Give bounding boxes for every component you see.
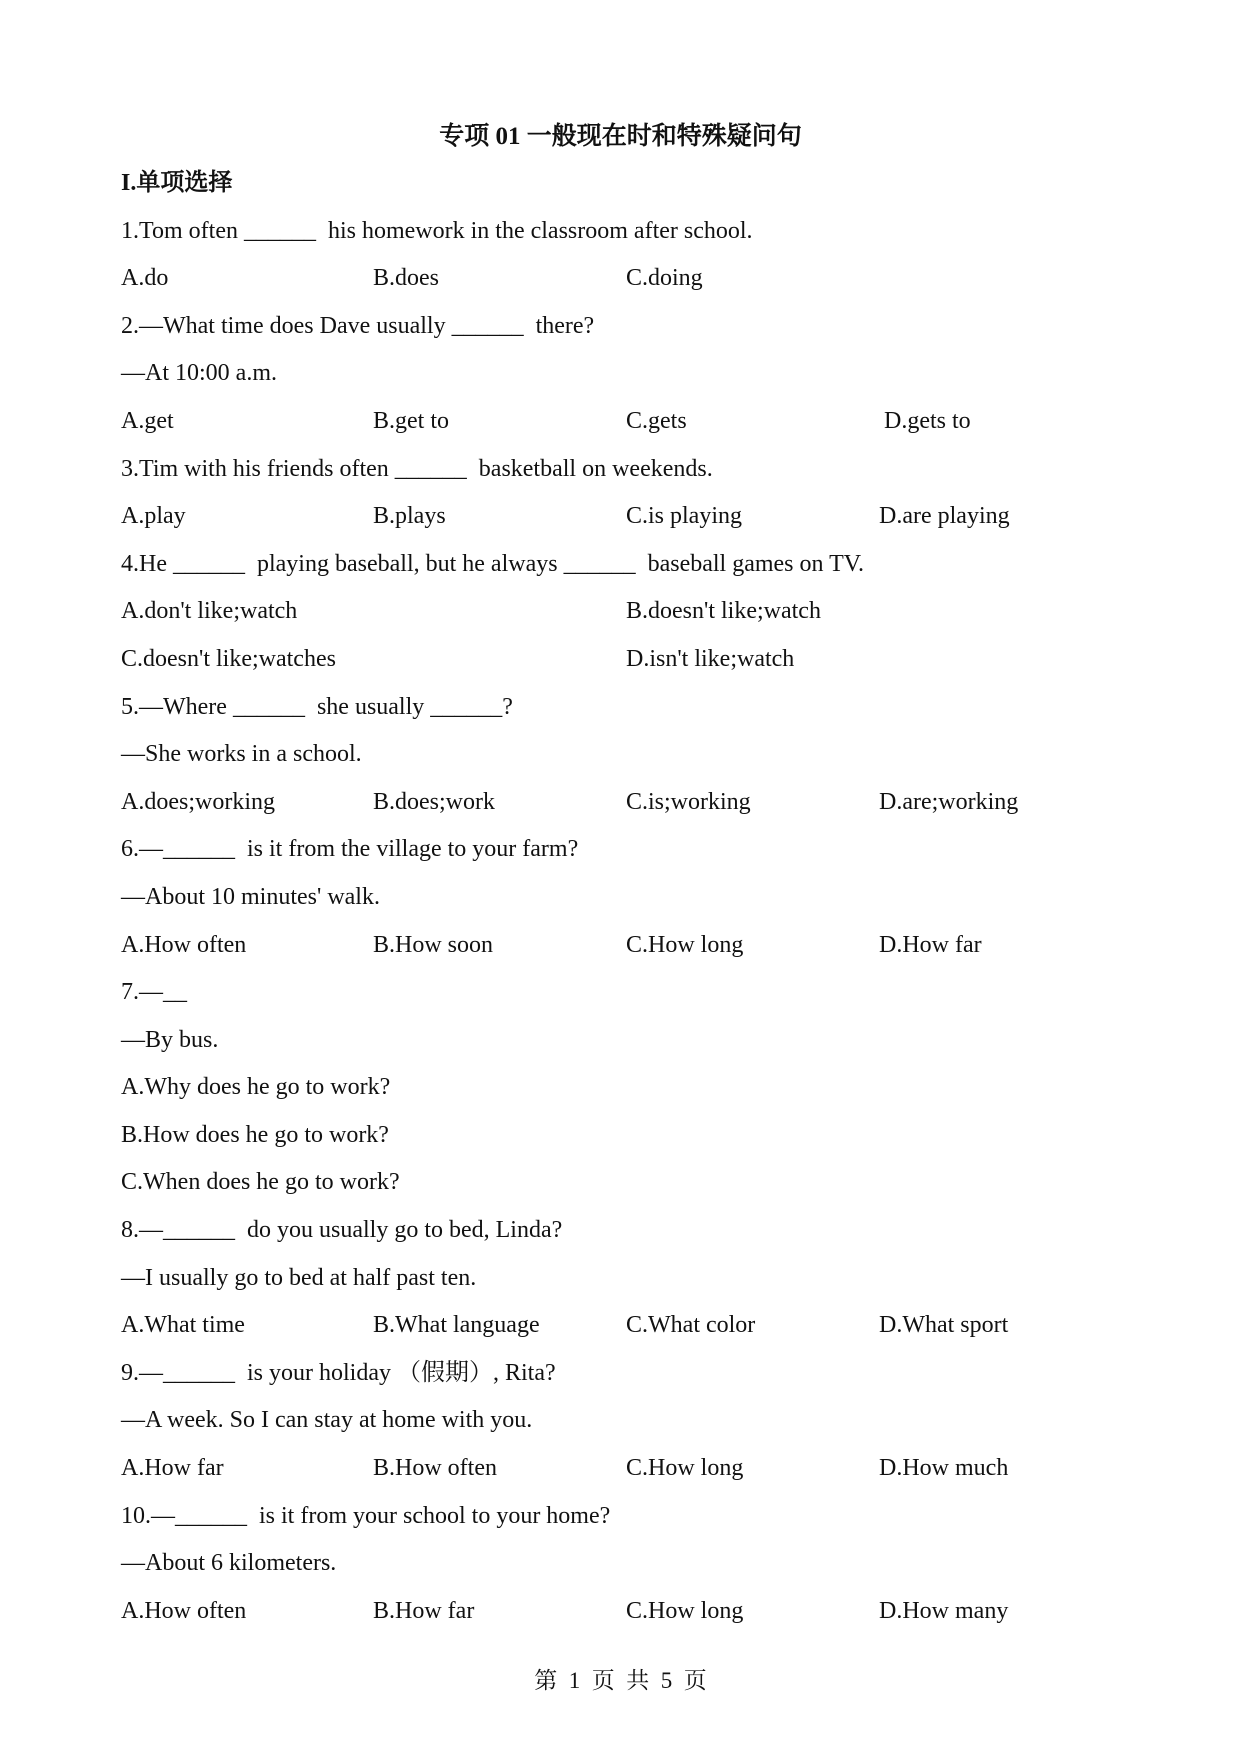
option-c: C.gets [626, 407, 687, 434]
question-list [121, 160, 1121, 1635]
question-8-options [121, 1302, 1121, 1350]
question-1-stem: 1.Tom often ______ his homework in the classroom after school. [121, 217, 753, 244]
option-a: A.How often [121, 1597, 247, 1624]
option-b: B.What language [373, 1312, 540, 1339]
option-c: C.How long [626, 931, 744, 958]
question-1-options [121, 255, 1121, 303]
question-10-stem: 10.—______ is it from your school to your home? [121, 1502, 611, 1529]
option-a: A.How far [121, 1455, 224, 1482]
question-7-stem: 7.—__ [121, 979, 187, 1006]
option-d: D.isn't like;watch [626, 645, 795, 672]
option-d: D.How many [879, 1597, 1009, 1624]
option-a: A.get [121, 407, 174, 434]
question-6-stem: 6.—______ is it from the village to your farm? [121, 836, 579, 863]
option-b: B.does [373, 265, 439, 292]
question-4-options-row-1 [121, 588, 1121, 636]
option-a: A.How often [121, 931, 247, 958]
option-c: C.is;working [626, 788, 751, 815]
option-b: B.How far [373, 1597, 475, 1624]
option-c: C.What color [626, 1312, 756, 1339]
question-7-answer-line: —By bus. [121, 1026, 219, 1053]
question-4-stem: 4.He ______ playing baseball, but he always ______ baseball games on TV. [121, 550, 864, 577]
option-b: B.How often [373, 1455, 497, 1482]
option-d: D.How far [879, 931, 982, 958]
option-a: A.don't like;watch [121, 598, 298, 625]
question-2-options [121, 398, 1121, 446]
option-d: D.are playing [879, 503, 1010, 530]
option-b: B.How does he go to work? [121, 1121, 389, 1148]
option-d: D.gets to [884, 407, 971, 434]
option-d: D.are;working [879, 788, 1019, 815]
option-b: B.get to [373, 407, 449, 434]
option-a: A.play [121, 503, 186, 530]
question-5-stem: 5.—Where ______ she usually ______? [121, 693, 513, 720]
option-d: D.How much [879, 1455, 1009, 1482]
question-10-options [121, 1588, 1121, 1636]
option-b: B.doesn't like;watch [626, 598, 821, 625]
page-title: 专项 01 一般现在时和特殊疑问句 [439, 123, 802, 150]
question-9-options [121, 1445, 1121, 1493]
option-d: D.What sport [879, 1312, 1009, 1339]
option-a: A.Why does he go to work? [121, 1074, 391, 1101]
question-2-stem: 2.—What time does Dave usually ______ there? [121, 312, 595, 339]
option-c: C.How long [626, 1597, 744, 1624]
question-8-answer-line: —I usually go to bed at half past ten. [121, 1264, 477, 1291]
question-3-stem: 3.Tim with his friends often ______ basketball on weekends. [121, 455, 713, 482]
option-b: B.plays [373, 503, 446, 530]
section-heading: I.单项选择 [121, 170, 233, 196]
option-b: B.does;work [373, 788, 495, 815]
question-5-options [121, 779, 1121, 827]
question-4-options-row-2 [121, 636, 1121, 684]
question-8-stem: 8.—______ do you usually go to bed, Linda? [121, 1217, 563, 1244]
question-6-options [121, 922, 1121, 970]
question-5-answer-line: —She works in a school. [121, 741, 362, 768]
question-3-options [121, 493, 1121, 541]
page-footer: 第 1 页 共 5 页 [534, 1668, 707, 1693]
option-a: A.do [121, 265, 169, 292]
option-c: C.doing [626, 265, 703, 292]
option-a: A.does;working [121, 788, 275, 815]
option-a: A.What time [121, 1312, 245, 1339]
option-c: C.is playing [626, 503, 743, 530]
option-c: C.doesn't like;watches [121, 645, 336, 672]
option-c: C.How long [626, 1455, 744, 1482]
question-2-answer-line: —At 10:00 a.m. [121, 360, 277, 387]
question-6-answer-line: —About 10 minutes' walk. [121, 883, 380, 910]
question-9-answer-line: —A week. So I can stay at home with you. [121, 1407, 533, 1434]
option-b: B.How soon [373, 931, 494, 958]
question-10-answer-line: —About 6 kilometers. [121, 1550, 337, 1577]
option-c: C.When does he go to work? [121, 1169, 400, 1196]
question-9-stem: 9.—______ is your holiday （假期）, Rita? [121, 1359, 556, 1386]
